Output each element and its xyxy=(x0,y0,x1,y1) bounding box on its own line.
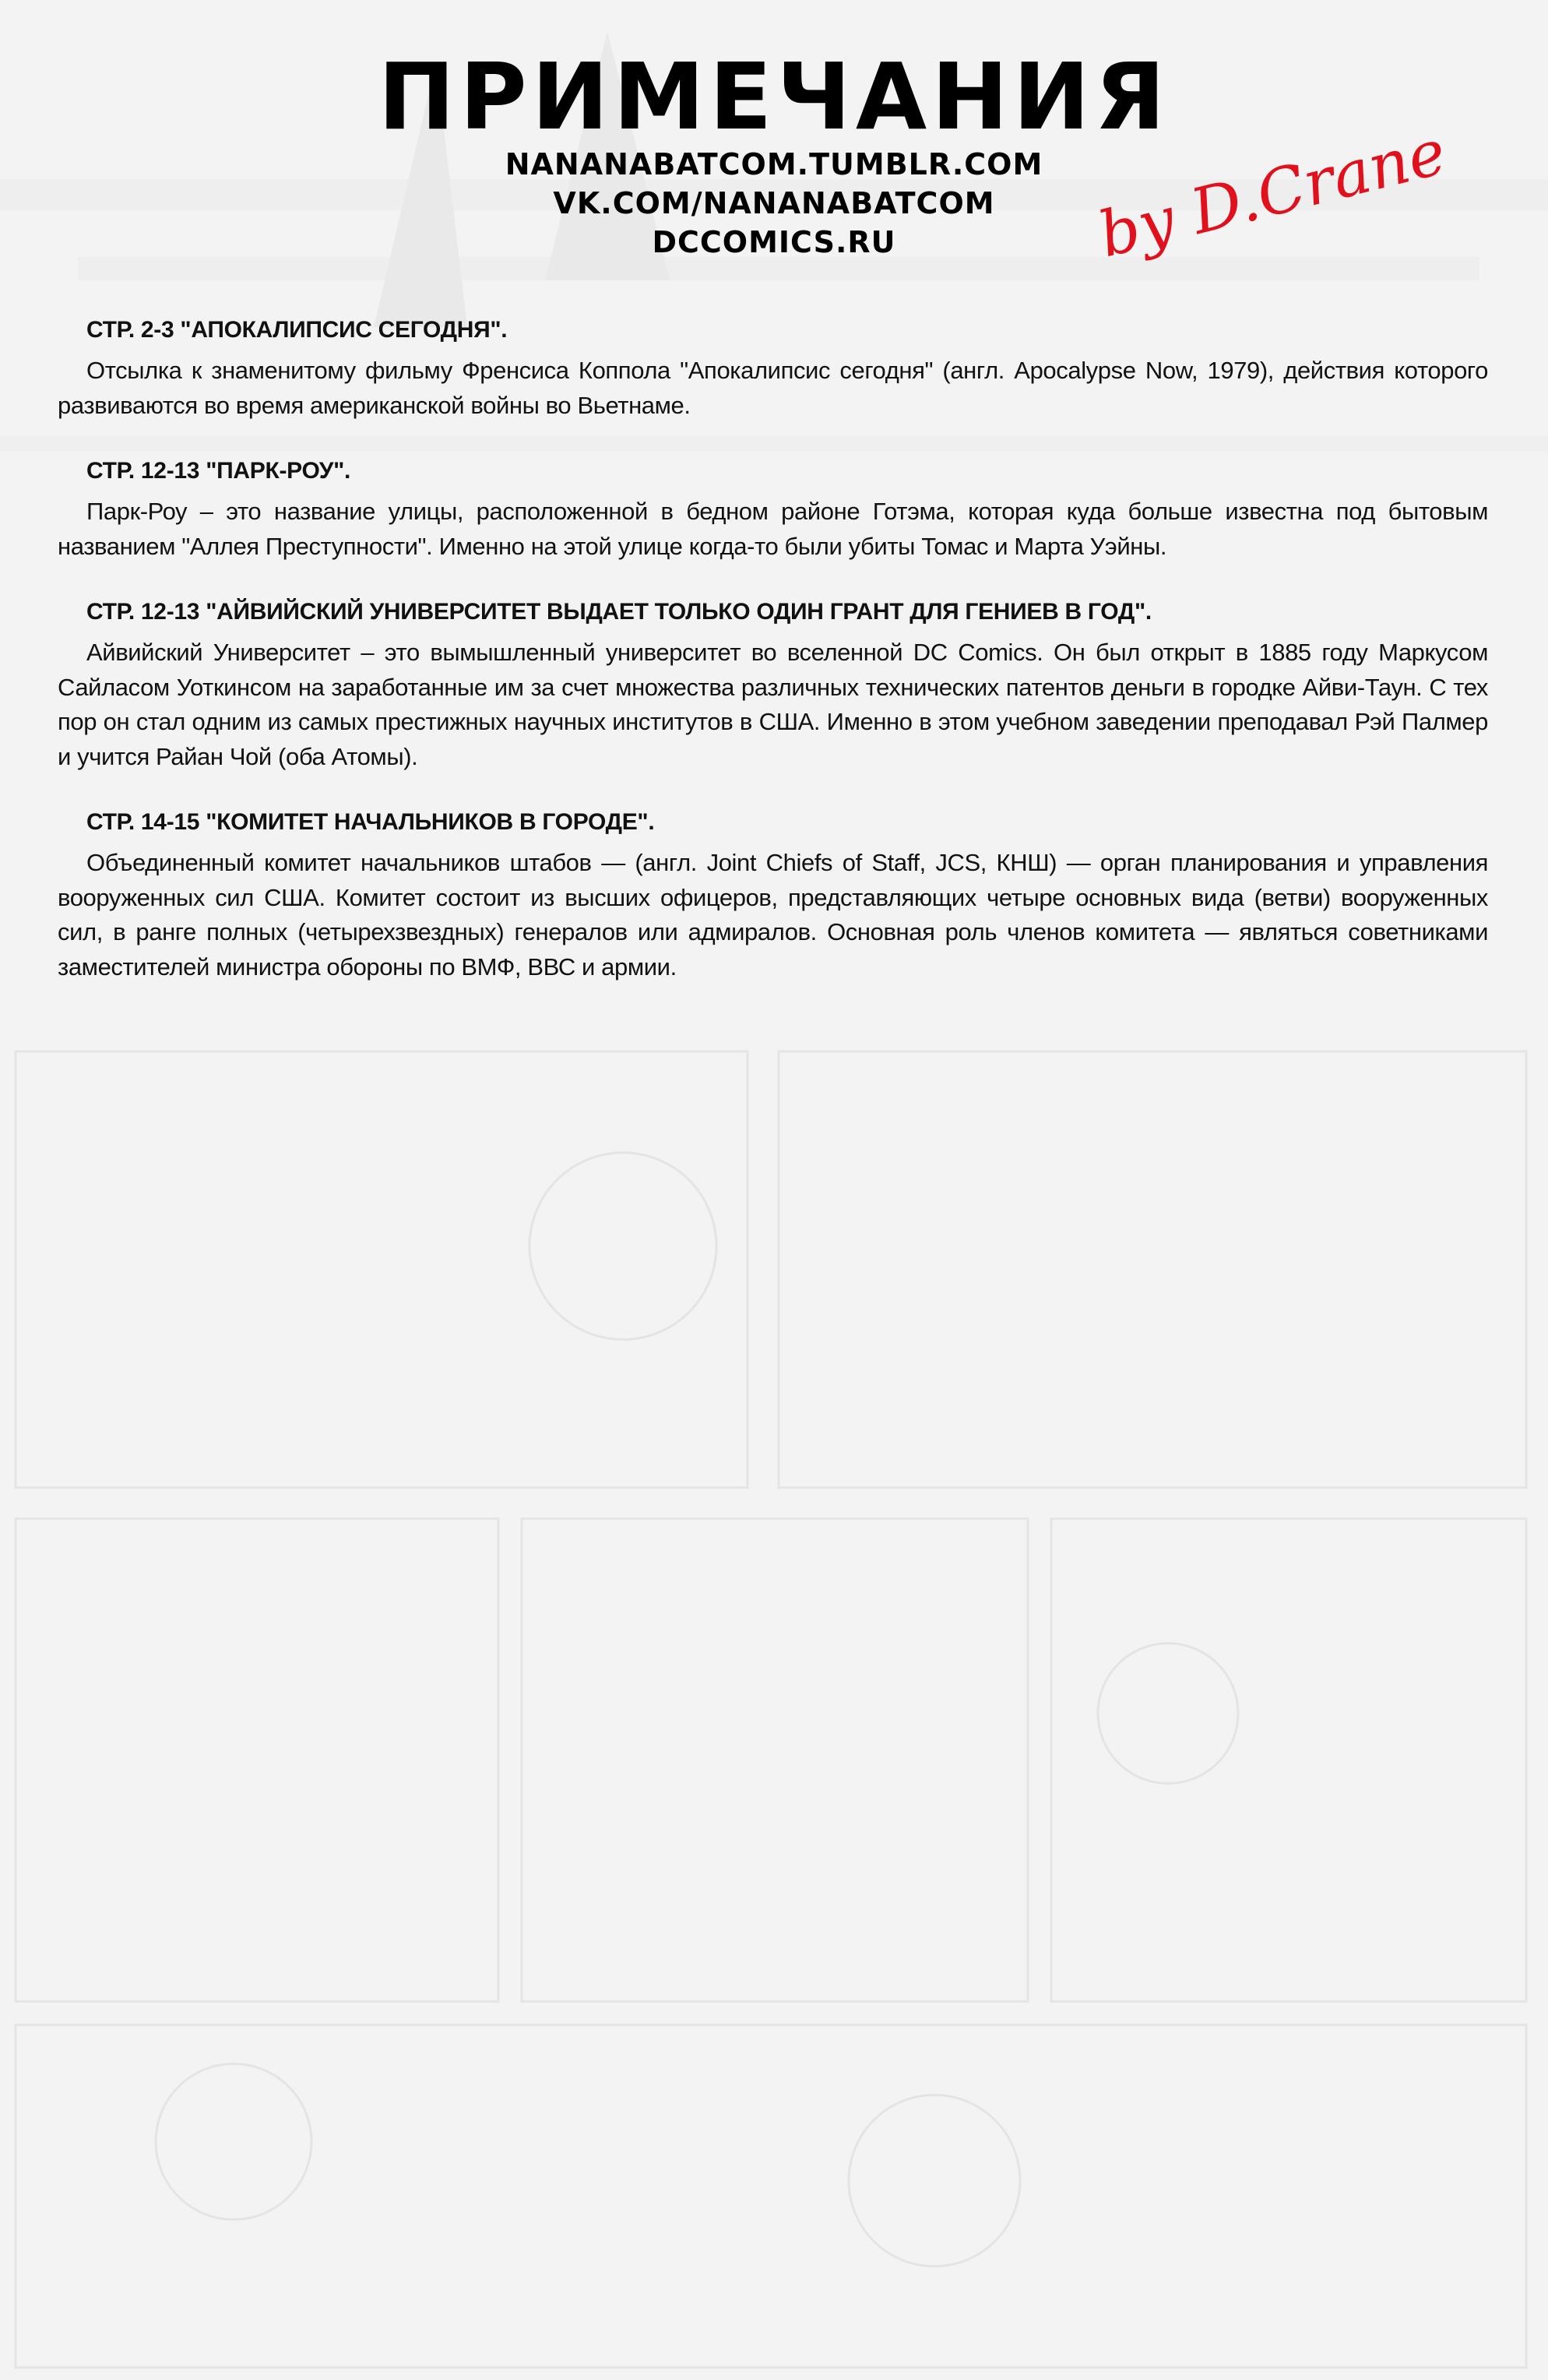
note-apocalypse xyxy=(58,313,1488,423)
signature xyxy=(1092,109,1534,296)
signature-text: by D.Crane xyxy=(1092,115,1453,272)
notes-list xyxy=(58,313,1488,1016)
note-heading: СТР. 14-15 "КОМИТЕТ НАЧАЛЬНИКОВ В ГОРОДЕ". xyxy=(86,809,655,835)
note-joint-chiefs xyxy=(58,805,1488,984)
note-body: Парк-Роу – это название улицы, расположенной в бедном районе Готэма, которая куда больше известна под бытовым названием "Аллея Преступности". Именно на этой улице когда-то были убиты Томас и Марта Уэйны. xyxy=(58,498,1488,560)
page-title: ПРИМЕЧАНИЯ xyxy=(378,43,1170,150)
note-heading: СТР. 2-3 "АПОКАЛИПСИС СЕГОДНЯ". xyxy=(86,317,508,343)
note-body: Отсылка к знаменитому фильму Френсиса Коппола "Апокалипсис сегодня" (англ. Apocalypse Now, 1979), действия которого развиваются во время американской войны во Вьетнаме. xyxy=(58,357,1488,419)
link-tumblr: NANANABATCOM.TUMBLR.COM xyxy=(505,147,1043,181)
note-ivy-university xyxy=(58,595,1488,774)
note-body: Объединенный комитет начальников штабов — (англ. Joint Chiefs of Staff, JCS, КНШ) — орган планирования и управления вооруженных сил США. Комитет состоит из высших офицеров, представляющих четыре основных вида (ветви) вооруженных сил, в ранге полных (четырехзвездных) генералов или адмиралов. Основная роль членов комитета — являться советниками заместителей министра обороны по ВМФ, ВВС и армии. xyxy=(58,849,1488,981)
note-heading: СТР. 12-13 "ПАРК-РОУ". xyxy=(86,458,351,484)
note-heading: СТР. 12-13 "АЙВИЙСКИЙ УНИВЕРСИТЕТ ВЫДАЕТ ТОЛЬКО ОДИН ГРАНТ ДЛЯ ГЕНИЕВ В ГОД". xyxy=(86,599,1152,625)
note-body: Айвийский Университет – это вымышленный университет во вселенной DC Comics. Он был открыт в 1885 году Маркусом Сайласом Уоткинсом на заработанные им за счет множества различных технических патентов деньги в городке Айви-Таун. С тех пор он стал одним из самых престижных научных институтов в США. Именно в этом учебном заведении преподавал Рэй Палмер и учится Райан Чой (оба Атомы). xyxy=(58,639,1488,770)
link-dccomics: DCCOMICS.RU xyxy=(652,225,896,259)
note-park-row xyxy=(58,454,1488,564)
link-vk: VK.COM/NANANABATCOM xyxy=(553,186,995,220)
